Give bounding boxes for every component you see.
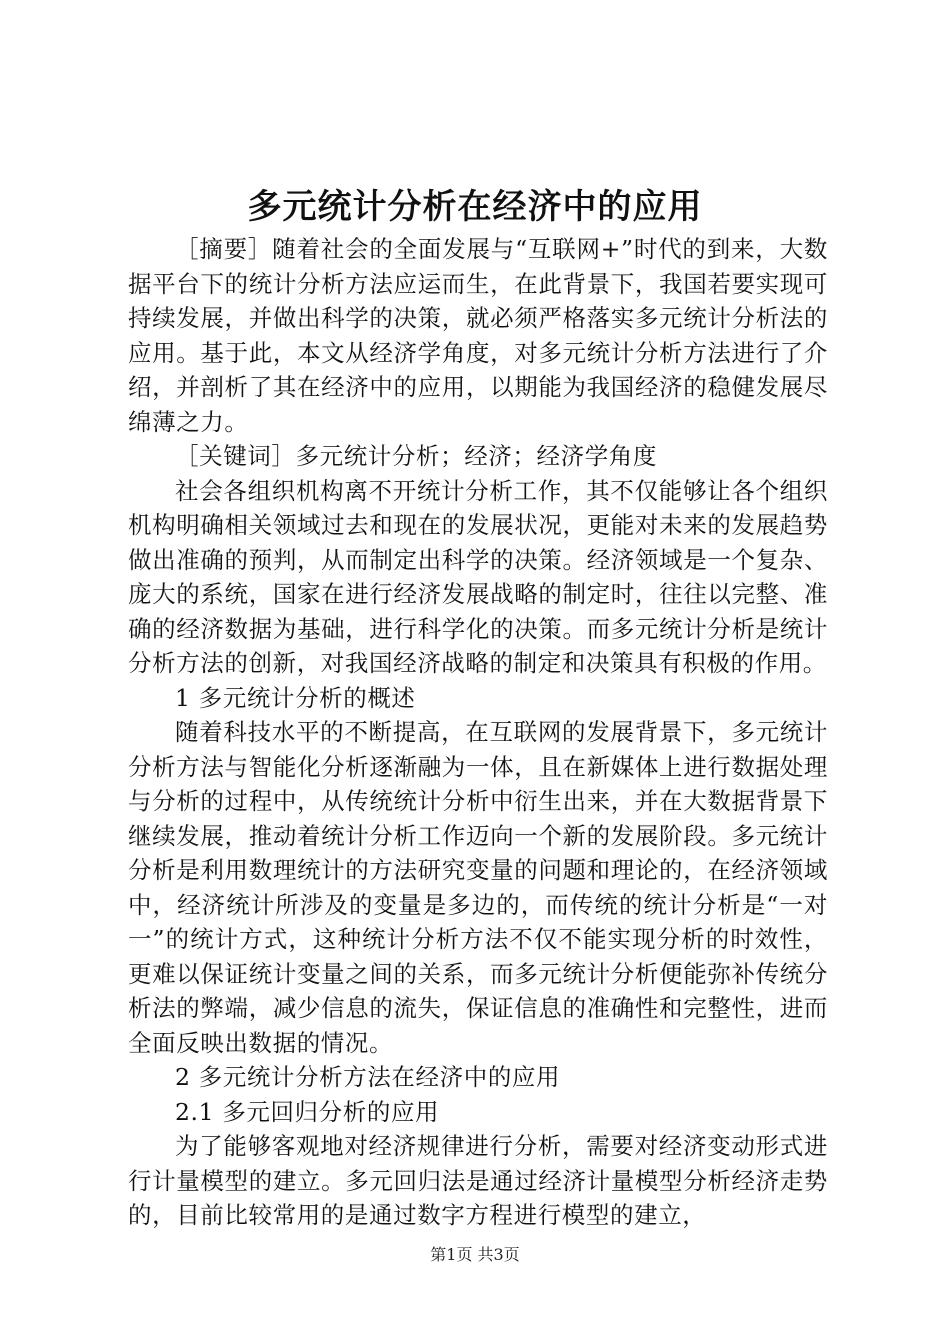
section-1-paragraph: 随着科技水平的不断提高，在互联网的发展背景下，多元统计分析方法与智能化分析逐渐融为一体，且在新媒体上进行数据处理与分析的过程中，从传统统计分析中衍生出来，并在大数据背景下继续发展，推动着统计分析工作迈向一个新的发展阶段。多元统计分析是利用数理统计的方法研究变量的问题和理论的，在经济领域中，经济统计所涉及的变量是多边的，而传统的统计分析是“一对一”的统计方式，这种统计分析方法不仅不能实现分析的时效性，更难以保证统计变量之间的关系，而多元统计分析便能弥补传统分析法的弊端，减少信息的流失，保证信息的准确性和完整性，进而全面反映出数据的情况。 (128, 718, 828, 1057)
document-title: 多元统计分析在经济中的应用 (247, 187, 703, 227)
intro-paragraph: 社会各组织机构离不开统计分析工作，其不仅能够让各个组织机构明确相关领域过去和现在的发展状况，更能对未来的发展趋势做出准确的预判，从而制定出科学的决策。经济领域是一个复杂、庞大的系统，国家在进行经济发展战略的制定时，往往以完整、准确的经济数据为基础，进行科学化的决策。而多元统计分析是统计分析方法的创新，对我国经济战略的制定和决策具有积极的作用。 (128, 476, 828, 677)
section-1-heading: 1 多元统计分析的概述 (175, 683, 416, 712)
section-2-heading: 2 多元统计分析方法在经济中的应用 (175, 1063, 561, 1091)
keywords-line: ［关键词］多元统计分析；经济；经济学角度 (175, 442, 657, 470)
document-body (128, 232, 828, 1233)
section-2-1-paragraph: 为了能够客观地对经济规律进行分析，需要对经济变动形式进行计量模型的建立。多元回归法是通过经济计量模型分析经济走势的，目前比较常用的是通过数字方程进行模型的建立， (128, 1132, 828, 1229)
abstract-paragraph: ［摘要］随着社会的全面发展与“互联网+”时代的到来，大数据平台下的统计分析方法应运而生，在此背景下，我国若要实现可持续发展，并做出科学的决策，就必须严格落实多元统计分析法的应用。基于此，本文从经济学角度，对多元统计分析方法进行了介绍，并剖析了其在经济中的应用，以期能为我国经济的稳健发展尽绵薄之力。 (128, 235, 828, 436)
page-number-footer: 第1页 共3页 (430, 1245, 520, 1264)
section-2-1-heading: 2.1 多元回归分析的应用 (175, 1097, 440, 1126)
